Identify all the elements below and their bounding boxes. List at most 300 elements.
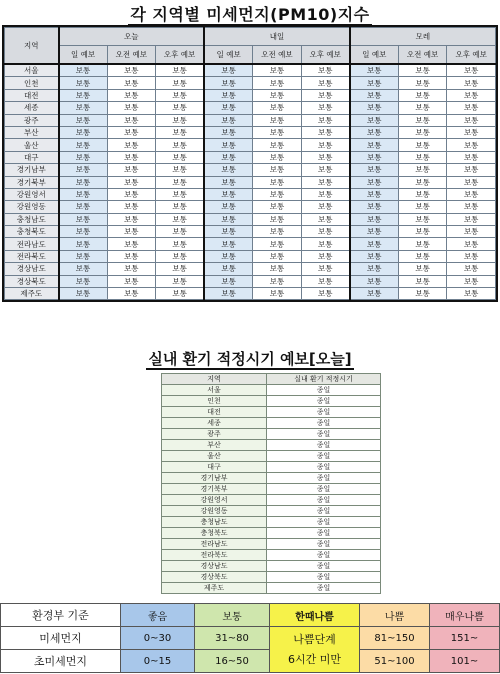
pm-value-cell: 보통 [301, 64, 350, 77]
sub-header-day-after-daily: 일 예보 [350, 46, 399, 65]
pm-value-cell: 보통 [59, 151, 108, 163]
pm-value-cell: 보통 [156, 213, 205, 225]
vent-value-cell: 종일 [267, 506, 381, 517]
sub-header-tomorrow-daily: 일 예보 [204, 46, 253, 65]
table-row [5, 64, 496, 77]
temporary-bad-line2: 6시간 미만 [288, 652, 341, 666]
pm-value-cell: 보통 [204, 126, 253, 138]
region-cell: 서울 [5, 64, 59, 77]
vent-region-cell: 대구 [162, 462, 267, 473]
region-cell: 강원영서 [5, 188, 59, 200]
pm-value-cell: 보통 [204, 226, 253, 238]
pm-value-cell: 보통 [398, 77, 447, 89]
pm-value-cell: 보통 [204, 275, 253, 287]
pm-value-cell: 보통 [107, 164, 156, 176]
pm-value-cell: 보통 [253, 288, 302, 300]
pm-value-cell: 보통 [156, 114, 205, 126]
table-row [162, 396, 381, 407]
table-row [162, 528, 381, 539]
region-cell: 부산 [5, 126, 59, 138]
pm-value-cell: 보통 [204, 213, 253, 225]
pm-value-cell: 보통 [350, 77, 399, 89]
table-row [5, 275, 496, 287]
pm-value-cell: 보통 [398, 213, 447, 225]
pm-value-cell: 보통 [350, 188, 399, 200]
table-row [5, 288, 496, 300]
pm-value-cell: 보통 [447, 263, 496, 275]
pm-value-cell: 보통 [156, 188, 205, 200]
pm-value-cell: 보통 [204, 89, 253, 101]
pm-value-cell: 보통 [253, 238, 302, 250]
pm-value-cell: 보통 [253, 226, 302, 238]
vent-value-cell: 종일 [267, 561, 381, 572]
sub-header-tomorrow-am: 오전 예보 [253, 46, 302, 65]
vent-value-cell: 종일 [267, 451, 381, 462]
pm-value-cell: 보통 [204, 288, 253, 300]
pm-value-cell: 보통 [253, 151, 302, 163]
level-good: 좋음 [121, 604, 195, 627]
table-row [5, 201, 496, 213]
region-cell: 세종 [5, 102, 59, 114]
pm-value-cell: 보통 [447, 139, 496, 151]
pm-value-cell: 보통 [253, 126, 302, 138]
pm-value-cell: 보통 [253, 64, 302, 77]
region-cell: 울산 [5, 139, 59, 151]
pm-value-cell: 보통 [253, 201, 302, 213]
pm-value-cell: 보통 [107, 238, 156, 250]
table-row [5, 176, 496, 188]
level-bad: 나쁨 [360, 604, 430, 627]
table-row [162, 550, 381, 561]
pm-value-cell: 보통 [59, 114, 108, 126]
pm-value-cell: 보통 [107, 226, 156, 238]
vent-region-cell: 경기북부 [162, 484, 267, 495]
pm-value-cell: 보통 [204, 263, 253, 275]
pm-value-cell: 보통 [156, 238, 205, 250]
pm-value-cell: 보통 [204, 238, 253, 250]
pm-value-cell: 보통 [107, 139, 156, 151]
pm-value-cell: 보통 [301, 77, 350, 89]
pm25-label: 초미세먼지 [1, 650, 121, 673]
pm-value-cell: 보통 [59, 263, 108, 275]
region-cell: 대구 [5, 151, 59, 163]
pm-value-cell: 보통 [301, 250, 350, 262]
region-cell: 전라남도 [5, 238, 59, 250]
vent-region-cell: 전라북도 [162, 550, 267, 561]
pm-value-cell: 보통 [253, 176, 302, 188]
table-row [162, 462, 381, 473]
region-cell: 충청남도 [5, 213, 59, 225]
vent-value-cell: 종일 [267, 517, 381, 528]
table-row [162, 561, 381, 572]
pm-value-cell: 보통 [253, 89, 302, 101]
pm-value-cell: 보통 [156, 176, 205, 188]
pm-value-cell: 보통 [398, 275, 447, 287]
vent-region-cell: 세종 [162, 418, 267, 429]
pm-value-cell: 보통 [59, 126, 108, 138]
pm-value-cell: 보통 [107, 102, 156, 114]
pm-value-cell: 보통 [204, 164, 253, 176]
pm-value-cell: 보통 [350, 238, 399, 250]
pm-value-cell: 보통 [253, 164, 302, 176]
pm-value-cell: 보통 [156, 89, 205, 101]
vent-value-cell: 종일 [267, 495, 381, 506]
pm-value-cell: 보통 [156, 226, 205, 238]
pm-value-cell: 보통 [301, 139, 350, 151]
sub-header-day-after-pm: 오후 예보 [447, 46, 496, 65]
pm-value-cell: 보통 [156, 64, 205, 77]
pm-value-cell: 보통 [156, 151, 205, 163]
table-row [162, 385, 381, 396]
pm-value-cell: 보통 [398, 263, 447, 275]
vent-region-cell: 서울 [162, 385, 267, 396]
criteria-legend-table [0, 603, 500, 673]
pm-value-cell: 보통 [447, 176, 496, 188]
vent-value-cell: 종일 [267, 539, 381, 550]
pm-value-cell: 보통 [398, 151, 447, 163]
table-row [5, 89, 496, 101]
pm-value-cell: 보통 [398, 164, 447, 176]
vent-value-cell: 종일 [267, 583, 381, 594]
pm-value-cell: 보통 [59, 164, 108, 176]
pm-value-cell: 보통 [156, 139, 205, 151]
pm10-good-range: 0~30 [121, 627, 195, 650]
day-header-row [5, 28, 496, 46]
pm-value-cell: 보통 [350, 226, 399, 238]
pm-value-cell: 보통 [447, 151, 496, 163]
pm-value-cell: 보통 [301, 164, 350, 176]
table-row [162, 495, 381, 506]
pm-value-cell: 보통 [350, 114, 399, 126]
pm-value-cell: 보통 [301, 226, 350, 238]
pm-value-cell: 보통 [253, 213, 302, 225]
pm-value-cell: 보통 [447, 114, 496, 126]
pm-value-cell: 보통 [301, 176, 350, 188]
pm25-good-range: 0~15 [121, 650, 195, 673]
pm-value-cell: 보통 [156, 201, 205, 213]
pm-value-cell: 보통 [301, 102, 350, 114]
table-row [162, 583, 381, 594]
sub-header-tomorrow-pm: 오후 예보 [301, 46, 350, 65]
table-row [162, 517, 381, 528]
pm-value-cell: 보통 [107, 201, 156, 213]
pm10-normal-range: 31~80 [195, 627, 270, 650]
region-cell: 경기남부 [5, 164, 59, 176]
pm-value-cell: 보통 [156, 164, 205, 176]
pm-value-cell: 보통 [350, 64, 399, 77]
pm-value-cell: 보통 [350, 263, 399, 275]
vent-region-cell: 광주 [162, 429, 267, 440]
pm-value-cell: 보통 [156, 263, 205, 275]
vent-region-cell: 전라남도 [162, 539, 267, 550]
pm-value-cell: 보통 [156, 250, 205, 262]
pm-value-cell: 보통 [398, 126, 447, 138]
pm-value-cell: 보통 [107, 151, 156, 163]
legend-header: 환경부 기준 [1, 604, 121, 627]
pm-value-cell: 보통 [350, 288, 399, 300]
vent-region-cell: 대전 [162, 407, 267, 418]
pm-value-cell: 보통 [204, 114, 253, 126]
pm-value-cell: 보통 [253, 188, 302, 200]
pm-value-cell: 보통 [107, 213, 156, 225]
pm-value-cell: 보통 [447, 238, 496, 250]
pm-value-cell: 보통 [350, 89, 399, 101]
pm-value-cell: 보통 [398, 250, 447, 262]
pm-value-cell: 보통 [59, 213, 108, 225]
pm-value-cell: 보통 [301, 213, 350, 225]
pm-value-cell: 보통 [253, 77, 302, 89]
temporary-bad-description [270, 627, 360, 673]
pm-value-cell: 보통 [350, 126, 399, 138]
pm-value-cell: 보통 [156, 288, 205, 300]
region-cell: 경상북도 [5, 275, 59, 287]
pm10-bad-range: 81~150 [360, 627, 430, 650]
vent-region-cell: 부산 [162, 440, 267, 451]
sub-header-today-pm: 오후 예보 [156, 46, 205, 65]
pm25-bad-range: 51~100 [360, 650, 430, 673]
vent-value-cell: 종일 [267, 385, 381, 396]
pm-value-cell: 보통 [301, 151, 350, 163]
temporary-bad-line1: 나쁨단계 [293, 632, 336, 646]
pm-value-cell: 보통 [253, 250, 302, 262]
pm-value-cell: 보통 [447, 213, 496, 225]
pm-value-cell: 보통 [204, 151, 253, 163]
vent-value-cell: 종일 [267, 550, 381, 561]
pm-value-cell: 보통 [350, 164, 399, 176]
vent-region-cell: 충청남도 [162, 517, 267, 528]
pm-value-cell: 보통 [398, 188, 447, 200]
pm-value-cell: 보통 [447, 126, 496, 138]
pm-value-cell: 보통 [301, 89, 350, 101]
pm-value-cell: 보통 [447, 250, 496, 262]
region-cell: 인천 [5, 77, 59, 89]
pm-value-cell: 보통 [253, 102, 302, 114]
pm-value-cell: 보통 [204, 102, 253, 114]
pm-value-cell: 보통 [107, 126, 156, 138]
region-column-header: 지역 [5, 28, 59, 65]
pm-value-cell: 보통 [398, 176, 447, 188]
table-row [5, 213, 496, 225]
pm-value-cell: 보통 [204, 176, 253, 188]
vent-value-cell: 종일 [267, 407, 381, 418]
vent-region-cell: 인천 [162, 396, 267, 407]
pm-value-cell: 보통 [253, 114, 302, 126]
sub-header-today-daily: 일 예보 [59, 46, 108, 65]
pm-value-cell: 보통 [301, 275, 350, 287]
region-cell: 광주 [5, 114, 59, 126]
vent-region-cell: 경기남부 [162, 473, 267, 484]
pm10-index-table [4, 27, 496, 300]
pm-value-cell: 보통 [447, 226, 496, 238]
pm-value-cell: 보통 [447, 89, 496, 101]
pm-value-cell: 보통 [398, 139, 447, 151]
table-row [5, 114, 496, 126]
table-row [5, 164, 496, 176]
table-row [5, 250, 496, 262]
pm-value-cell: 보통 [156, 275, 205, 287]
pm-value-cell: 보통 [204, 188, 253, 200]
table-row [162, 451, 381, 462]
pm-value-cell: 보통 [398, 201, 447, 213]
pm-value-cell: 보통 [59, 238, 108, 250]
pm-value-cell: 보통 [301, 263, 350, 275]
vent-region-cell: 제주도 [162, 583, 267, 594]
pm-value-cell: 보통 [447, 77, 496, 89]
pm10-very-bad-range: 151~ [430, 627, 500, 650]
pm-value-cell: 보통 [59, 77, 108, 89]
region-cell: 제주도 [5, 288, 59, 300]
pm-value-cell: 보통 [59, 201, 108, 213]
pm-value-cell: 보통 [107, 176, 156, 188]
vent-region-cell: 강원영동 [162, 506, 267, 517]
pm-value-cell: 보통 [59, 288, 108, 300]
pm-value-cell: 보통 [156, 126, 205, 138]
table-row [5, 139, 496, 151]
level-normal: 보통 [195, 604, 270, 627]
table-row [5, 102, 496, 114]
day-header-day-after: 모레 [350, 28, 496, 46]
pm25-very-bad-range: 101~ [430, 650, 500, 673]
vent-value-header: 실내 환기 적정시기 [267, 374, 381, 385]
sub-header-day-after-am: 오전 예보 [398, 46, 447, 65]
region-cell: 대전 [5, 89, 59, 101]
table-row [162, 572, 381, 583]
pm-value-cell: 보통 [398, 64, 447, 77]
sub-header-today-am: 오전 예보 [107, 46, 156, 65]
pm-value-cell: 보통 [447, 102, 496, 114]
pm-value-cell: 보통 [107, 89, 156, 101]
pm-value-cell: 보통 [350, 275, 399, 287]
pm-value-cell: 보통 [350, 102, 399, 114]
pm-value-cell: 보통 [59, 226, 108, 238]
pm-value-cell: 보통 [107, 250, 156, 262]
pm-value-cell: 보통 [204, 64, 253, 77]
pm-value-cell: 보통 [398, 238, 447, 250]
ventilation-table [161, 373, 381, 594]
pm-value-cell: 보통 [59, 64, 108, 77]
day-header-tomorrow: 내일 [204, 28, 350, 46]
vent-region-header: 지역 [162, 374, 267, 385]
table-row [5, 226, 496, 238]
region-cell: 강원영동 [5, 201, 59, 213]
vent-region-cell: 강원영서 [162, 495, 267, 506]
pm-value-cell: 보통 [59, 188, 108, 200]
pm-value-cell: 보통 [59, 139, 108, 151]
table-row [162, 506, 381, 517]
pm-value-cell: 보통 [107, 288, 156, 300]
pm-value-cell: 보통 [301, 126, 350, 138]
pm-value-cell: 보통 [398, 288, 447, 300]
pm-value-cell: 보통 [204, 250, 253, 262]
table-row [5, 77, 496, 89]
vent-value-cell: 종일 [267, 528, 381, 539]
vent-value-cell: 종일 [267, 473, 381, 484]
pm-value-cell: 보통 [447, 275, 496, 287]
vent-region-cell: 충청북도 [162, 528, 267, 539]
pm-value-cell: 보통 [253, 139, 302, 151]
level-temporary-bad: 한때나쁨 [270, 604, 360, 627]
table-row [5, 238, 496, 250]
pm-value-cell: 보통 [398, 114, 447, 126]
vent-value-cell: 종일 [267, 462, 381, 473]
vent-region-cell: 울산 [162, 451, 267, 462]
table-row [5, 188, 496, 200]
table-row [162, 440, 381, 451]
vent-value-cell: 종일 [267, 418, 381, 429]
pm-value-cell: 보통 [253, 275, 302, 287]
region-cell: 충청북도 [5, 226, 59, 238]
region-cell: 전라북도 [5, 250, 59, 262]
vent-value-cell: 종일 [267, 429, 381, 440]
pm-value-cell: 보통 [301, 288, 350, 300]
pm-value-cell: 보통 [398, 226, 447, 238]
pm-value-cell: 보통 [350, 250, 399, 262]
pm-value-cell: 보통 [59, 250, 108, 262]
pm-value-cell: 보통 [398, 102, 447, 114]
pm-value-cell: 보통 [447, 201, 496, 213]
region-cell: 경상남도 [5, 263, 59, 275]
vent-value-cell: 종일 [267, 440, 381, 451]
pm-value-cell: 보통 [59, 176, 108, 188]
vent-region-cell: 경상북도 [162, 572, 267, 583]
pm-value-cell: 보통 [107, 188, 156, 200]
pm-value-cell: 보통 [350, 201, 399, 213]
pm-value-cell: 보통 [156, 77, 205, 89]
pm-value-cell: 보통 [204, 77, 253, 89]
table-row [162, 484, 381, 495]
pm-value-cell: 보통 [447, 188, 496, 200]
pm-value-cell: 보통 [398, 89, 447, 101]
ventilation-title: 실내 환기 적정시기 예보[오늘] [148, 350, 352, 368]
pm-value-cell: 보통 [301, 188, 350, 200]
sub-header-row [5, 46, 496, 65]
table-row [162, 429, 381, 440]
pm-value-cell: 보통 [447, 164, 496, 176]
pm-value-cell: 보통 [107, 114, 156, 126]
table-row [5, 151, 496, 163]
pm-value-cell: 보통 [301, 238, 350, 250]
table-row [5, 126, 496, 138]
region-cell: 경기북부 [5, 176, 59, 188]
day-header-today: 오늘 [59, 28, 205, 46]
pm-value-cell: 보통 [107, 64, 156, 77]
pm-value-cell: 보통 [447, 64, 496, 77]
table-row [162, 539, 381, 550]
pm-value-cell: 보통 [253, 263, 302, 275]
pm-value-cell: 보통 [107, 275, 156, 287]
table-row [162, 418, 381, 429]
pm-value-cell: 보통 [301, 114, 350, 126]
vent-value-cell: 종일 [267, 484, 381, 495]
pm25-normal-range: 16~50 [195, 650, 270, 673]
pm-value-cell: 보통 [204, 201, 253, 213]
level-very-bad: 매우나쁨 [430, 604, 500, 627]
pm-value-cell: 보통 [156, 102, 205, 114]
pm-value-cell: 보통 [59, 102, 108, 114]
main-title: 각 지역별 미세먼지(PM10)지수 [130, 5, 370, 24]
pm-value-cell: 보통 [447, 288, 496, 300]
table-row [162, 407, 381, 418]
pm-value-cell: 보통 [350, 139, 399, 151]
vent-value-cell: 종일 [267, 396, 381, 407]
pm-value-cell: 보통 [107, 77, 156, 89]
pm-value-cell: 보통 [301, 201, 350, 213]
pm-value-cell: 보통 [204, 139, 253, 151]
pm-value-cell: 보통 [59, 89, 108, 101]
pm-value-cell: 보통 [350, 176, 399, 188]
vent-value-cell: 종일 [267, 572, 381, 583]
pm-value-cell: 보통 [350, 213, 399, 225]
